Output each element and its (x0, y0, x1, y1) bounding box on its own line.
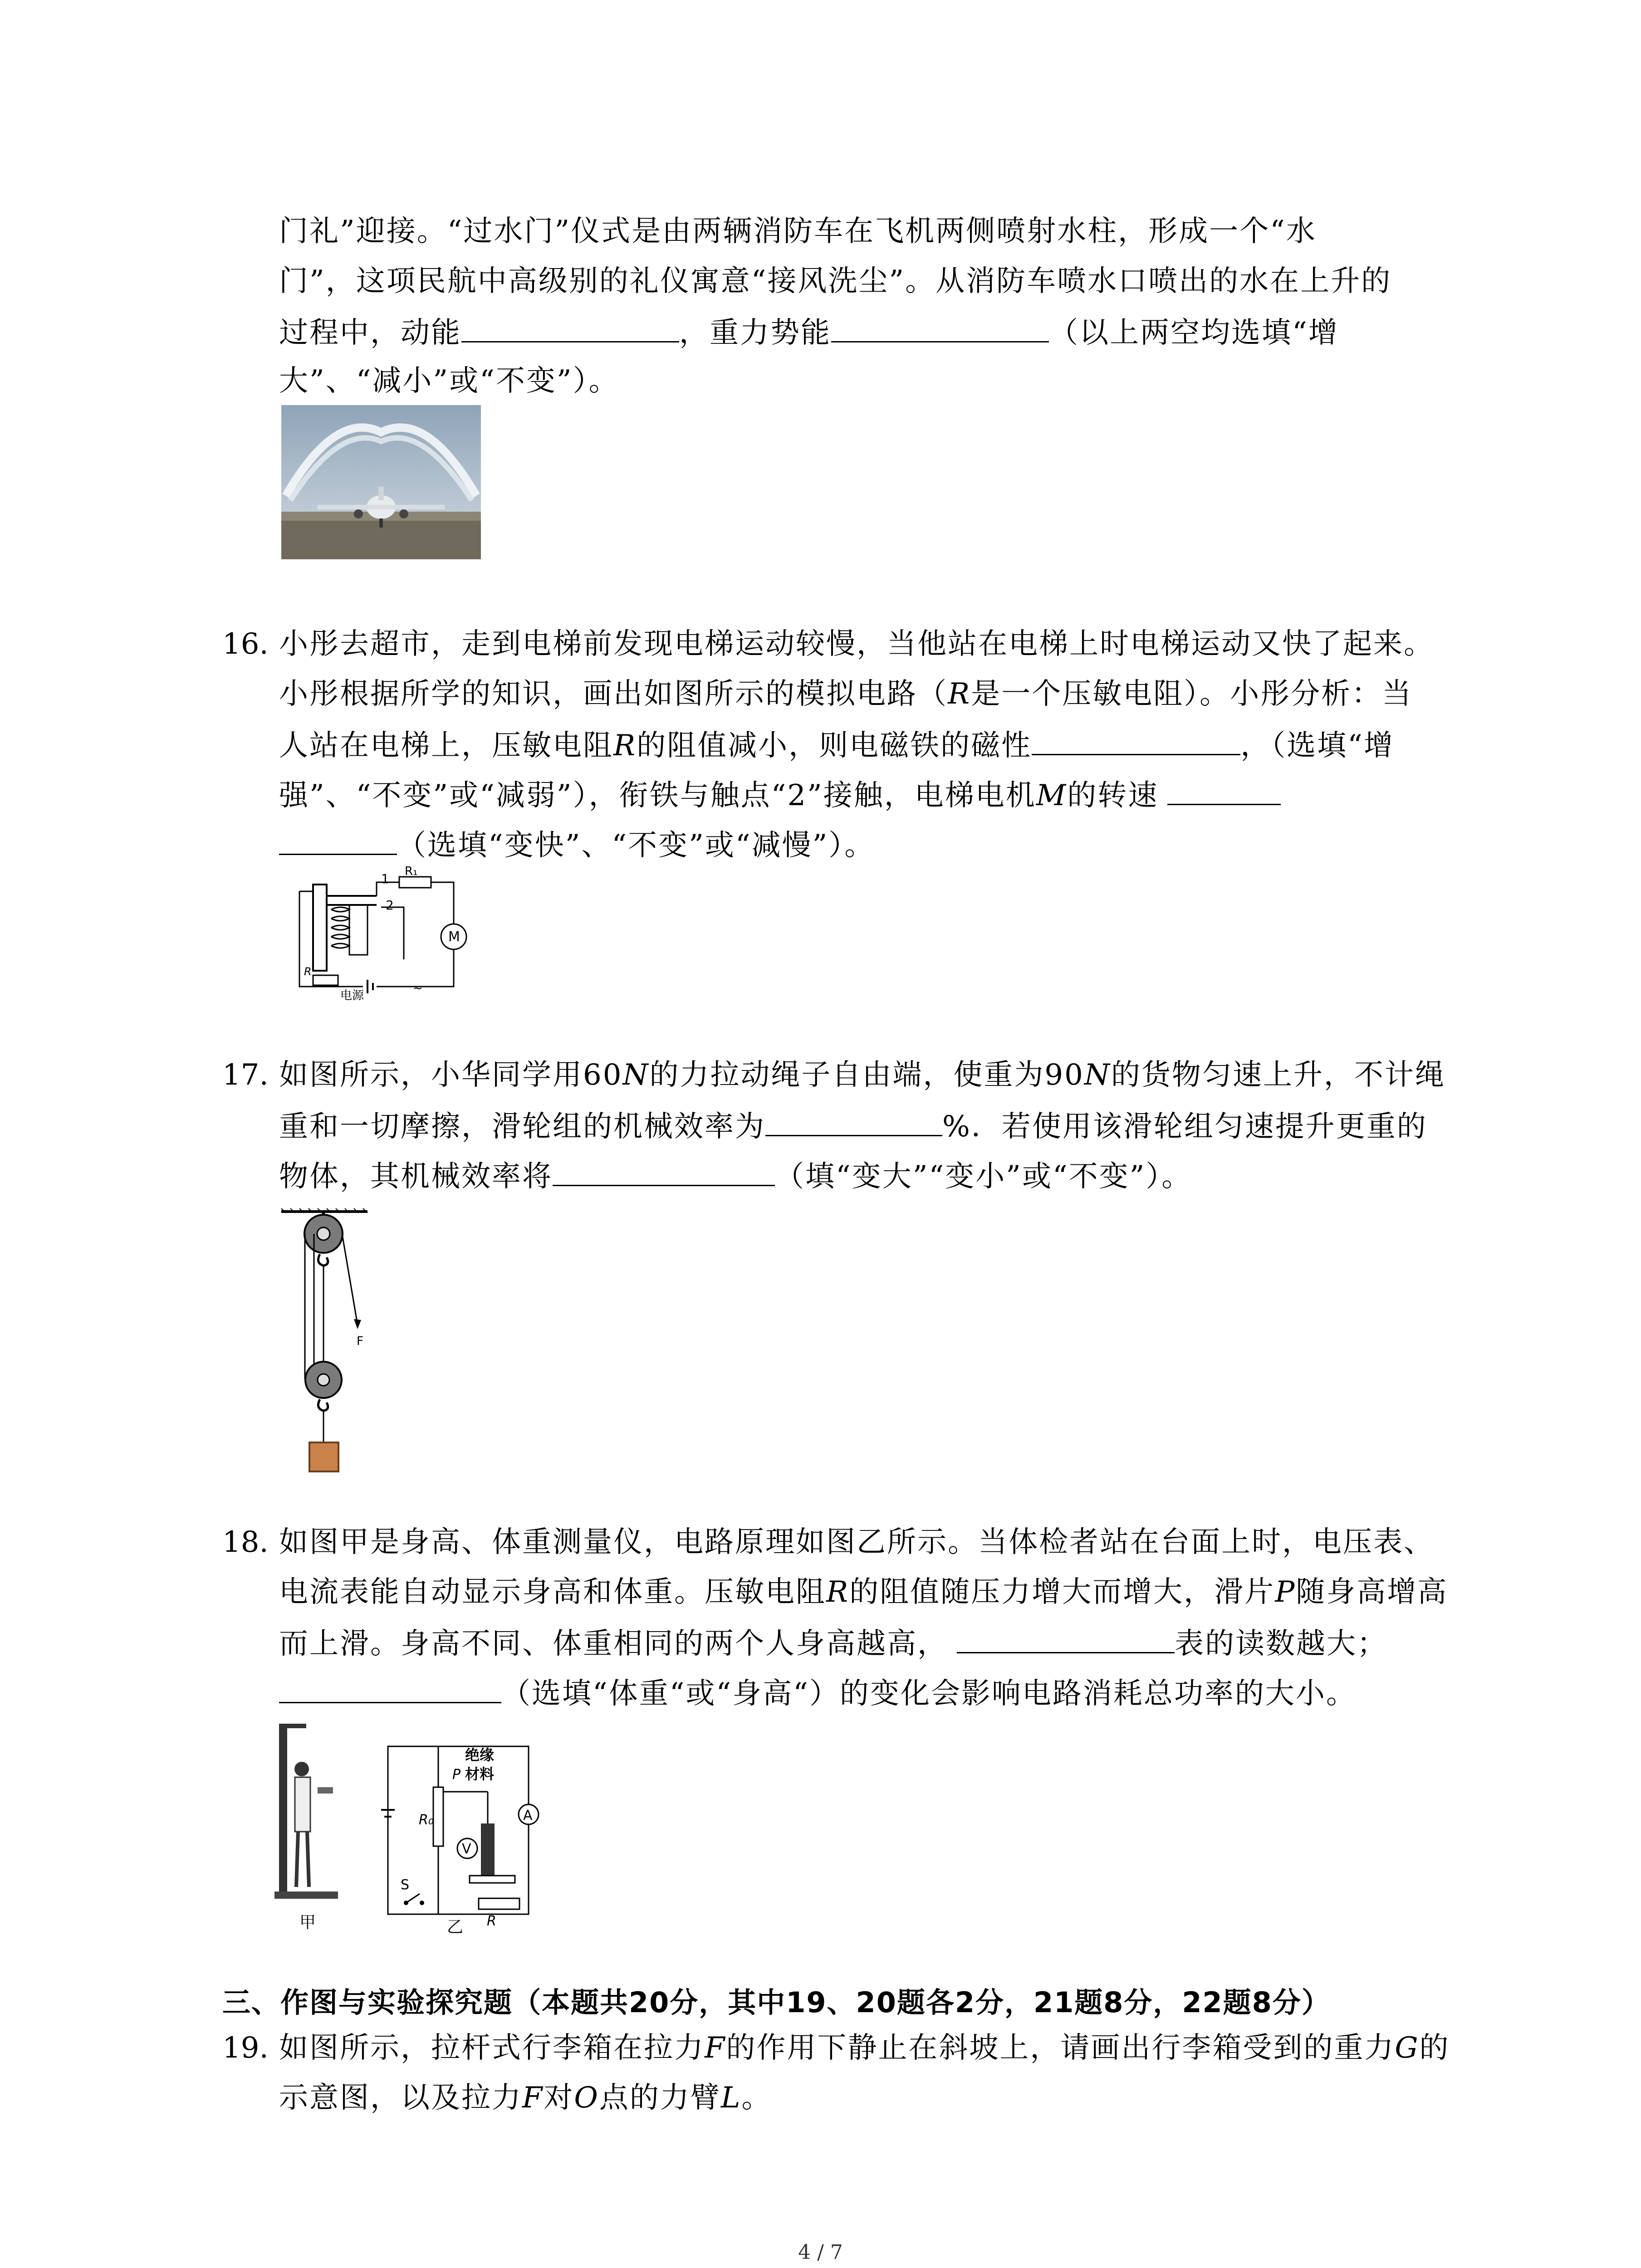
q18-var-p: P (1275, 1575, 1296, 1609)
fig18-label-mat: 材料 (465, 1765, 495, 1783)
q19-line-1 (279, 2030, 1450, 2066)
q19-text: 如图所示，拉杆式行李箱在拉力 (279, 2031, 705, 2065)
q16-blank-speed-b[interactable] (279, 826, 397, 855)
water-gate-airplane-photo (281, 405, 481, 559)
q17-text: （填“变大”“变小”或“不变”）。 (775, 1160, 1192, 1193)
q16-line-3 (279, 726, 1394, 764)
q16-line-1: 小彤去超市，走到电梯前发现电梯运动较慢，当他站在电梯上时电梯运动又快了起来。 (279, 627, 1434, 661)
q19-var-l: L (720, 2081, 742, 2115)
q18-text: 随身高增高 (1296, 1575, 1448, 1609)
fig16-label-2: 2 (386, 898, 394, 913)
height-weight-meter-diagram (274, 1719, 556, 1941)
q19-var-o: O (574, 2081, 599, 2115)
fig16-label-power: 电源 (340, 989, 364, 1002)
fig16-label-m: M (448, 929, 460, 945)
q16-blank-speed-a[interactable] (1167, 776, 1281, 805)
q17-text: 物体，其机械效率将 (279, 1160, 553, 1193)
q17-text: %．若使用该滑轮组匀速提升更重的 (942, 1110, 1427, 1144)
q19-text: 示意图，以及拉力 (279, 2081, 522, 2115)
fig18-label-s: S (401, 1877, 410, 1893)
q18-number: 18. (222, 1525, 269, 1559)
fig18-label-v: V (462, 1841, 471, 1857)
q18-text: 电流表能自动显示身高和体重。压敏电阻 (279, 1575, 826, 1609)
fig18-label-p: P (452, 1767, 461, 1783)
svg-text:~: ~ (413, 982, 423, 995)
fig18-label-r: R (487, 1913, 496, 1929)
pulley-system-diagram (277, 1207, 377, 1479)
q18-text: 而上滑。身高不同、体重相同的两个人身高越高， (279, 1627, 948, 1661)
q17-blank-efficiency[interactable] (765, 1107, 942, 1136)
fig16-label-1: 1 (381, 871, 389, 886)
q18-blank-meter[interactable] (957, 1624, 1175, 1653)
q16-text: 的阻值减小，则电磁铁的磁性 (637, 729, 1032, 763)
q17-text: 重和一切摩擦，滑轮组的机械效率为 (279, 1110, 765, 1144)
q16-text: （选填“变快”、“不变”或“减慢”）。 (397, 829, 875, 862)
q15-line-1: 门礼”迎接。“过水门”仪式是由两辆消防车在飞机两侧喷射水柱，形成一个“水 (279, 215, 1317, 248)
q17-text: 的货物匀速上升，不计绳 (1111, 1058, 1445, 1092)
q17-blank-change[interactable] (553, 1157, 775, 1186)
q17-text: 的力拉动绳子自由端，使重为90 (649, 1058, 1084, 1092)
elevator-circuit-diagram (272, 864, 472, 1005)
q15-text: 过程中，动能 (279, 316, 461, 350)
q15-line-3 (279, 313, 1339, 351)
fig18-label-a: A (523, 1808, 533, 1823)
q19-var-f: F (705, 2031, 726, 2065)
q16-var-r: R (948, 677, 971, 711)
q18-text: （选填“体重“或“身高“）的变化会影响电路消耗总功率的大小。 (501, 1677, 1357, 1711)
q19-text: 的 (1419, 2031, 1450, 2065)
q16-text: 强”、“不变”或“减弱”），衔铁与触点“2”接触，电梯电机 (279, 779, 1036, 812)
q16-line-5 (279, 826, 875, 864)
q17-unit-n: N (622, 1058, 650, 1092)
q16-number: 16. (222, 627, 269, 661)
q15-line-2: 门”，这项民航中高级别的礼仪寓意“接风洗尘”。从消防车喷水口喷出的水在上升的 (279, 264, 1392, 298)
section-3-heading: 三、作图与实验探究题（本题共20分，其中19、20题各2分，21题8分，22题8分） (222, 1986, 1331, 2019)
q18-line-3 (279, 1624, 1387, 1662)
q18-text: 表的读数越大； (1175, 1627, 1387, 1661)
fig18-label-jia: 甲 (299, 1913, 316, 1932)
q15-blank-potential[interactable] (831, 313, 1049, 342)
q17-text: 如图所示，小华同学用60 (279, 1058, 623, 1092)
cargo-box (309, 1442, 338, 1471)
q18-var-r: R (826, 1575, 850, 1609)
q19-number: 19. (222, 2031, 269, 2065)
fig16-label-r: R (304, 965, 312, 978)
q18-line-4 (279, 1674, 1357, 1712)
q17-number: 17. (222, 1058, 269, 1092)
q15-blank-kinetic[interactable] (461, 313, 679, 342)
fig16-label-r1: R₁ (405, 865, 418, 878)
q19-text: 。 (741, 2081, 772, 2115)
q18-blank-factor[interactable] (279, 1674, 501, 1703)
q17-line-1 (279, 1057, 1445, 1093)
q16-blank-magnetism[interactable] (1032, 726, 1240, 755)
fig17-label-f: F (357, 1334, 363, 1348)
q16-text: 的转速 (1067, 779, 1159, 812)
fig18-label-r0: R₀ (419, 1812, 434, 1828)
q18-text: 的阻值随压力增大而增大，滑片 (849, 1575, 1275, 1609)
q16-line-2 (279, 676, 1412, 712)
q15-text: （以上两空均选填“增 (1049, 316, 1339, 350)
q19-var-f: F (522, 2081, 544, 2115)
q19-text: 的作用下静止在斜坡上，请画出行李箱受到的重力 (726, 2031, 1395, 2065)
fig18-label-insul: 绝缘 (465, 1746, 495, 1764)
page-number: 4 / 7 (798, 2241, 843, 2264)
q19-var-g: G (1395, 2031, 1420, 2065)
q16-var-r: R (613, 729, 637, 763)
q18-line-1: 如图甲是身高、体重测量仪，电路原理如图乙所示。当体检者站在台面上时，电压表、 (279, 1525, 1434, 1559)
q17-line-2 (279, 1107, 1427, 1145)
q18-line-2 (279, 1574, 1448, 1610)
q15-line-4: 大”、“减小”或“不变”）。 (279, 364, 619, 398)
q16-var-m: M (1036, 779, 1068, 812)
q16-text: 人站在电梯上，压敏电阻 (279, 729, 613, 763)
q15-text: ，重力势能 (679, 316, 831, 350)
q16-text: ，（选填“增 (1240, 729, 1394, 763)
fig18-label-yi: 乙 (447, 1918, 464, 1936)
q17-unit-n: N (1084, 1058, 1111, 1092)
q19-text: 点的力臂 (599, 2081, 721, 2115)
q16-line-4 (279, 776, 1281, 814)
q17-line-3 (279, 1157, 1192, 1195)
q16-text: 小彤根据所学的知识，画出如图所示的模拟电路（ (279, 677, 948, 711)
q16-text: 是一个压敏电阻）。小彤分析：当 (971, 677, 1413, 711)
q19-line-2 (279, 2080, 772, 2116)
q19-text: 对 (544, 2081, 574, 2115)
